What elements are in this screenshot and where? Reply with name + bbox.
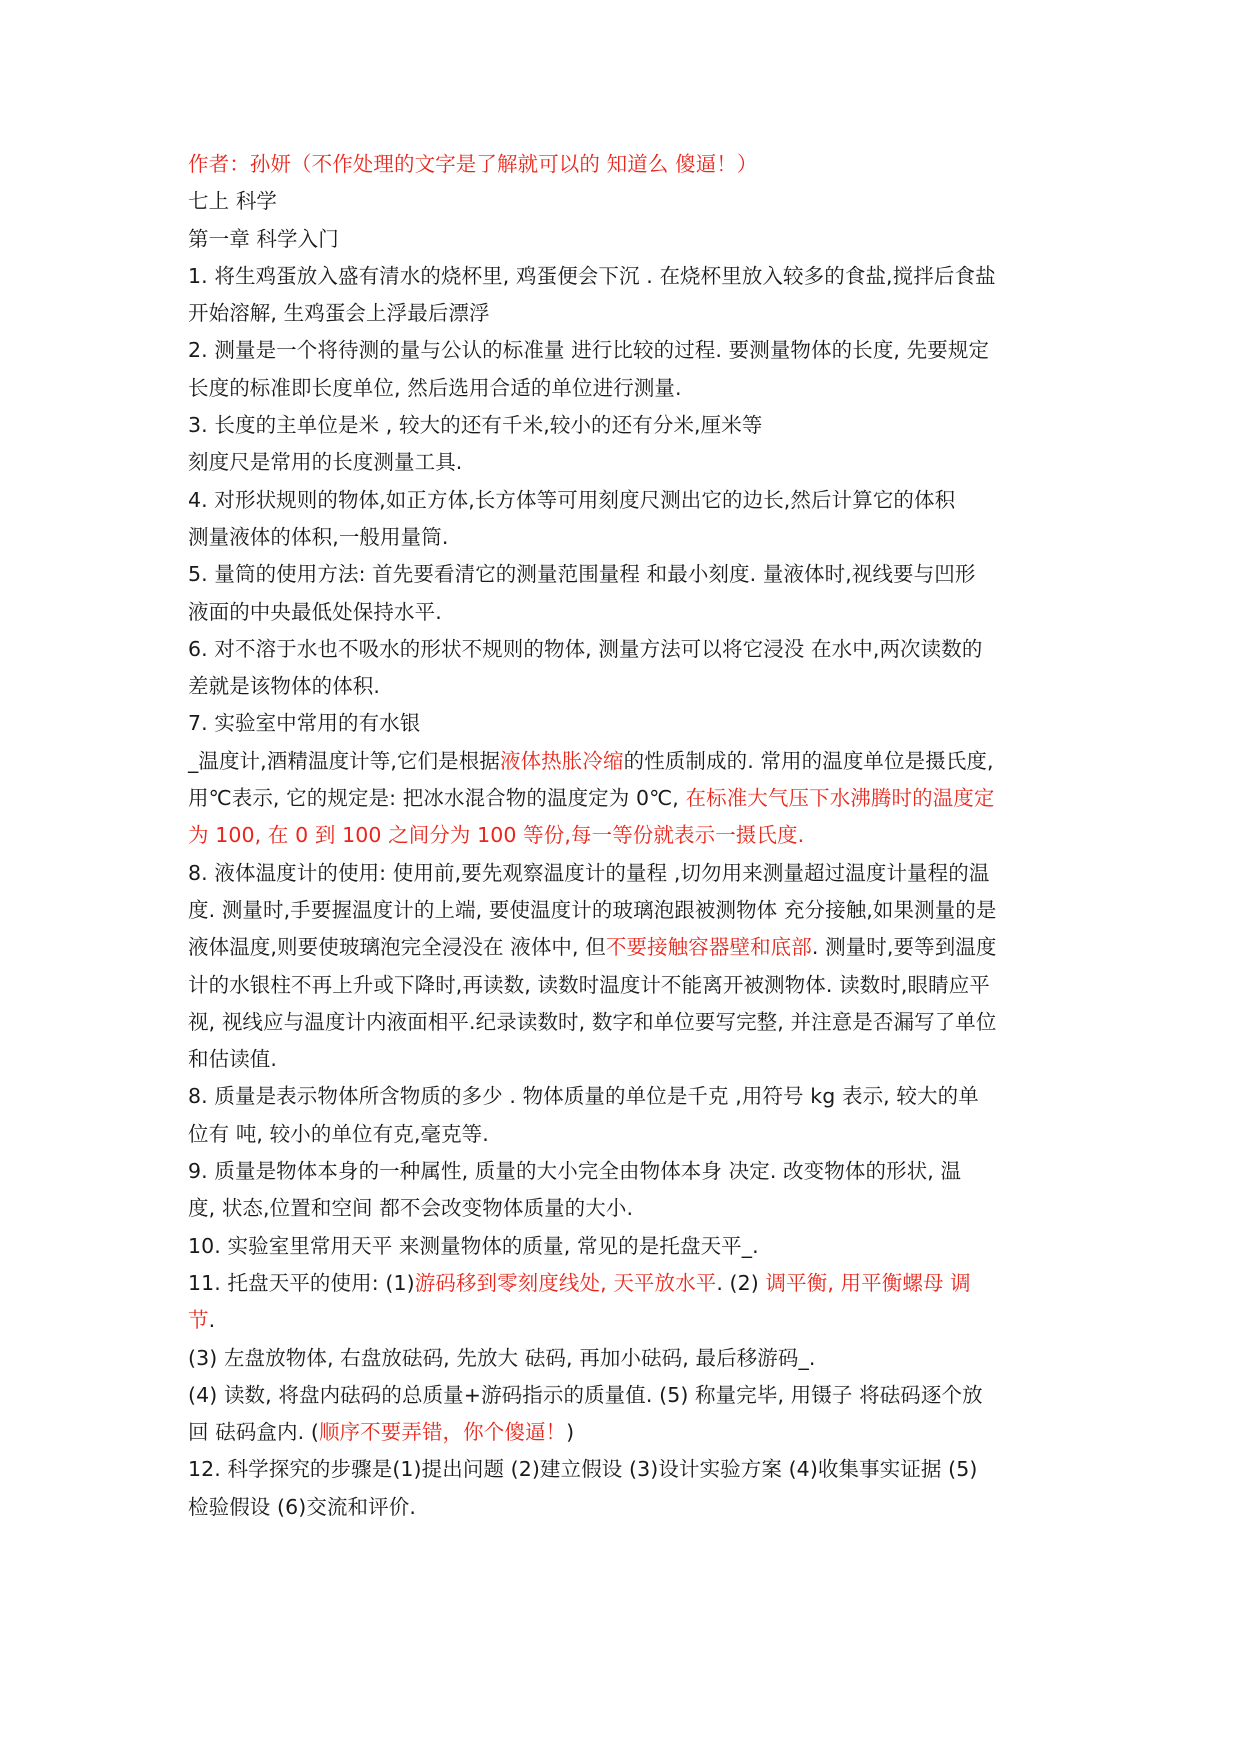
- text-line: [188, 668, 1068, 705]
- text-line: [188, 1265, 1068, 1302]
- highlighted-text: 在标准大气压下水沸腾时的温度定: [685, 786, 995, 811]
- text-segment: _温度计,酒精温度计等,它们是根据: [188, 748, 500, 773]
- text-segment: 10. 实验室里常用天平 来测量物体的质量, 常见的是托盘天平_.: [188, 1233, 759, 1258]
- text-line: [188, 370, 1068, 407]
- text-line: [188, 1228, 1068, 1265]
- text-line: [188, 1377, 1068, 1414]
- text-segment: (4) 读数, 将盘内砝码的总质量+游码指示的质量值. (5) 称量完毕, 用镊子 将砝码逐个放: [188, 1382, 983, 1407]
- text-line: [188, 146, 1068, 183]
- text-segment: 3. 长度的主单位是米 , 较大的还有千米,较小的还有分米,厘米等: [188, 413, 763, 438]
- text-segment: 液体温度,则要使玻璃泡完全浸没在 液体中, 但: [188, 935, 606, 960]
- text-line: [188, 1190, 1068, 1227]
- text-line: [188, 444, 1068, 481]
- text-segment: 七上 科学: [188, 189, 278, 214]
- text-segment: 的性质制成的. 常用的温度单位是摄氏度,: [623, 748, 994, 773]
- text-line: [188, 1451, 1068, 1488]
- highlighted-text: 液体热胀冷缩: [499, 748, 624, 773]
- text-segment: 用℃表示, 它的规定是: 把冰水混合物的温度定为 0℃,: [188, 786, 686, 811]
- text-line: [188, 1340, 1068, 1377]
- text-line: [188, 482, 1068, 519]
- text-line: [188, 1153, 1068, 1190]
- highlighted-text: 节: [188, 1308, 209, 1333]
- text-segment: 开始溶解, 生鸡蛋会上浮最后漂浮: [188, 301, 490, 326]
- highlighted-text: 为 100, 在 0 到 100 之间分为 100 等份,每一等份就表示一摄氏度.: [188, 823, 805, 848]
- text-line: [188, 817, 1068, 854]
- text-segment: 长度的标准即长度单位, 然后选用合适的单位进行测量.: [188, 375, 682, 400]
- text-segment: 5. 量筒的使用方法: 首先要看清它的测量范围量程 和最小刻度. 量液体时,视线要与凹形: [188, 562, 976, 587]
- text-segment: 和估读值.: [188, 1047, 278, 1072]
- text-line: [188, 332, 1068, 369]
- text-segment: . (2): [716, 1270, 766, 1295]
- text-segment: 9. 质量是物体本身的一种属性, 质量的大小完全由物体本身 决定. 改变物体的形状, 温: [188, 1159, 962, 1184]
- text-line: [188, 1078, 1068, 1115]
- text-segment: 12. 科学探究的步骤是(1)提出问题 (2)建立假设 (3)设计实验方案 (4)收集事实证据 (5): [188, 1457, 978, 1482]
- text-segment: 8. 液体温度计的使用: 使用前,要先观察温度计的量程 ,切勿用来测量超过温度计量程的温: [188, 860, 990, 885]
- text-segment: 视, 视线应与温度计内液面相平.纪录读数时, 数字和单位要写完整, 并注意是否漏写了单位: [188, 1009, 997, 1034]
- highlighted-text: 游码移到零刻度线处, 天平放水平: [414, 1270, 717, 1295]
- text-line: [188, 929, 1068, 966]
- text-line: [188, 892, 1068, 929]
- text-segment: (3) 左盘放物体, 右盘放砝码, 先放大 砝码, 再加小砝码, 最后移游码_.: [188, 1345, 816, 1370]
- text-segment: 2. 测量是一个将待测的量与公认的标准量 进行比较的过程. 要测量物体的长度, 先要规定: [188, 338, 990, 363]
- text-line: [188, 780, 1068, 817]
- text-line: [188, 743, 1068, 780]
- text-line: [188, 631, 1068, 668]
- text-line: [188, 519, 1068, 556]
- text-line: [188, 556, 1068, 593]
- text-line: [188, 407, 1068, 444]
- text-line: [188, 1489, 1068, 1526]
- text-line: [188, 855, 1068, 892]
- text-line: [188, 1414, 1068, 1451]
- document-body: [188, 146, 1068, 1526]
- text-segment: 回 砝码盒内. (: [188, 1420, 319, 1445]
- text-line: [188, 594, 1068, 631]
- text-line: [188, 1302, 1068, 1339]
- text-segment: 差就是该物体的体积.: [188, 674, 381, 699]
- text-segment: 检验假设 (6)交流和评价.: [188, 1494, 416, 1519]
- text-line: [188, 295, 1068, 332]
- text-segment: 1. 将生鸡蛋放入盛有清水的烧杯里, 鸡蛋便会下沉 . 在烧杯里放入较多的食盐,搅拌后食盐: [188, 263, 996, 288]
- text-segment: 度, 状态,位置和空间 都不会改变物体质量的大小.: [188, 1196, 634, 1221]
- text-segment: . 测量时,要等到温度: [811, 935, 997, 960]
- text-segment: 7. 实验室中常用的有水银: [188, 711, 421, 736]
- text-segment: 测量液体的体积,一般用量筒.: [188, 524, 449, 549]
- text-line: [188, 705, 1068, 742]
- text-segment: 刻度尺是常用的长度测量工具.: [188, 450, 463, 475]
- text-segment: ): [566, 1420, 575, 1445]
- text-line: [188, 183, 1068, 220]
- text-line: [188, 221, 1068, 258]
- text-segment: 4. 对形状规则的物体,如正方体,长方体等可用刻度尺测出它的边长,然后计算它的体积: [188, 487, 956, 512]
- text-segment: 第一章 科学入门: [188, 226, 339, 251]
- text-line: [188, 967, 1068, 1004]
- text-line: [188, 1004, 1068, 1041]
- highlighted-text: 不要接触容器壁和底部: [605, 935, 812, 960]
- highlighted-text: 作者：孙妍（不作处理的文字是了解就可以的 知道么 傻逼！）: [188, 152, 758, 176]
- text-segment: 计的水银柱不再上升或下降时,再读数, 读数时温度计不能离开被测物体. 读数时,眼睛应平: [188, 972, 990, 997]
- text-segment: 度. 测量时,手要握温度计的上端, 要使温度计的玻璃泡跟被测物体 充分接触,如果测量的是: [188, 897, 997, 922]
- text-line: [188, 258, 1068, 295]
- text-line: [188, 1116, 1068, 1153]
- highlighted-text: 顺序不要弄错，你个傻逼！: [318, 1420, 567, 1445]
- text-segment: 11. 托盘天平的使用: (1): [188, 1270, 415, 1295]
- text-segment: 6. 对不溶于水也不吸水的形状不规则的物体, 测量方法可以将它浸没 在水中,两次读数的: [188, 636, 983, 661]
- text-segment: 位有 吨, 较小的单位有克,毫克等.: [188, 1121, 489, 1146]
- text-segment: 液面的中央最低处保持水平.: [188, 599, 442, 624]
- text-segment: .: [208, 1308, 216, 1333]
- highlighted-text: 调平衡, 用平衡螺母 调: [765, 1270, 971, 1295]
- text-line: [188, 1041, 1068, 1078]
- text-segment: 8. 质量是表示物体所含物质的多少 . 物体质量的单位是千克 ,用符号 kg 表示, 较大的单: [188, 1084, 979, 1109]
